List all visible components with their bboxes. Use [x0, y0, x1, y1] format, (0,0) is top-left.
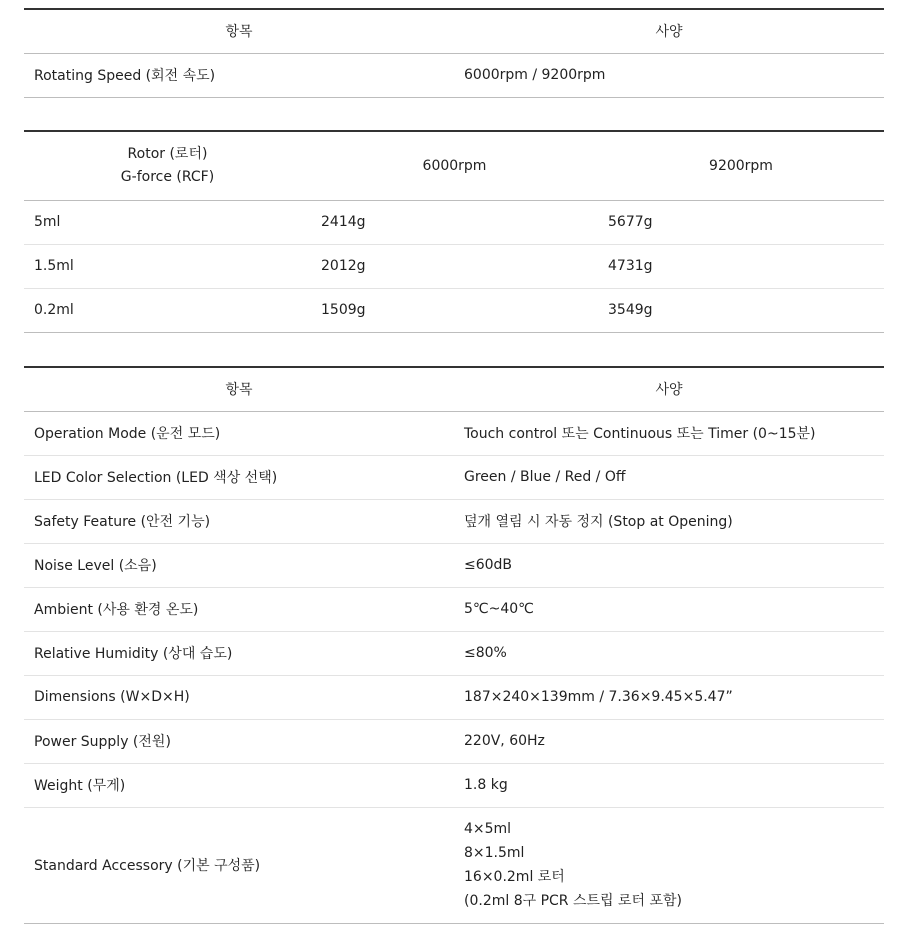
header-rotor-line1: Rotor (로터): [127, 145, 208, 162]
row-label: Relative Humidity (상대 습도): [34, 646, 233, 662]
accessory-line: 4×5ml: [464, 821, 512, 837]
table-row-accessory: [24, 807, 884, 923]
header-6000rpm: 6000rpm: [422, 157, 487, 174]
rcf-6000: 2414g: [321, 214, 366, 230]
row-label: Dimensions (W×D×H): [34, 689, 190, 705]
table-row: [24, 675, 884, 719]
header-item: 항목: [225, 24, 253, 41]
accessory-line: 8×1.5ml: [464, 845, 525, 861]
row-value: 1.8 kg: [464, 777, 508, 793]
row-label: Ambient (사용 환경 온도): [34, 602, 199, 618]
row-value: 220V, 60Hz: [464, 733, 545, 749]
row-label: Safety Feature (안전 기능): [34, 514, 211, 530]
row-label: LED Color Selection (LED 색상 선택): [34, 470, 278, 486]
row-value: ≤80%: [464, 645, 507, 661]
row-label: Noise Level (소음): [34, 558, 157, 574]
row-label: Standard Accessory (기본 구성품): [34, 858, 261, 874]
rcf-6000: 1509g: [321, 302, 366, 318]
rotor-size: 0.2ml: [34, 302, 74, 318]
row-label: Operation Mode (운전 모드): [34, 426, 221, 442]
table-row: [24, 631, 884, 675]
row-value: 덮개 열림 시 자동 정지 (Stop at Opening): [464, 514, 733, 530]
accessory-line: (0.2ml 8구 PCR 스트립 로터 포함): [464, 893, 683, 909]
table-row: [24, 244, 884, 288]
row-value: 187×240×139mm / 7.36×9.45×5.47”: [464, 689, 733, 705]
header-spec: 사양: [655, 382, 683, 399]
spec-table: [24, 366, 884, 924]
row-value: Green / Blue / Red / Off: [464, 469, 626, 485]
header-rotor: [24, 131, 311, 200]
table-row: [24, 411, 884, 455]
rcf-6000: 2012g: [321, 258, 366, 274]
row-value: 6000rpm / 9200rpm: [464, 67, 606, 83]
rcf-9200: 3549g: [608, 302, 653, 318]
table-row: [24, 719, 884, 763]
table-row: [24, 200, 884, 244]
rcf-9200: 4731g: [608, 258, 653, 274]
table-row: [24, 53, 884, 97]
row-value: 5℃~40℃: [464, 601, 534, 617]
speed-table: [24, 8, 884, 98]
header-9200rpm: 9200rpm: [709, 157, 773, 174]
table-row: [24, 543, 884, 587]
rcf-9200: 5677g: [608, 214, 653, 230]
table-row: [24, 763, 884, 807]
speed-table-header: [24, 9, 884, 53]
accessory-list: [454, 807, 884, 923]
header-rotor-line2: G-force (RCF): [120, 168, 215, 185]
table-row: [24, 288, 884, 332]
table-row: [24, 587, 884, 631]
rcf-table-header: [24, 131, 884, 200]
header-item: 항목: [225, 382, 253, 399]
rcf-table: [24, 130, 884, 333]
row-label: Power Supply (전원): [34, 734, 171, 750]
spec-table-header: [24, 367, 884, 411]
row-label: Rotating Speed (회전 속도): [34, 68, 216, 84]
row-value: Touch control 또는 Continuous 또는 Timer (0~15분): [464, 426, 816, 442]
rotor-size: 1.5ml: [34, 258, 74, 274]
table-row: [24, 499, 884, 543]
row-value: ≤60dB: [464, 557, 513, 573]
table-row: [24, 455, 884, 499]
row-label: Weight (무게): [34, 778, 126, 794]
rotor-size: 5ml: [34, 214, 61, 230]
header-spec: 사양: [655, 24, 683, 41]
accessory-line: 16×0.2ml 로터: [464, 869, 565, 885]
